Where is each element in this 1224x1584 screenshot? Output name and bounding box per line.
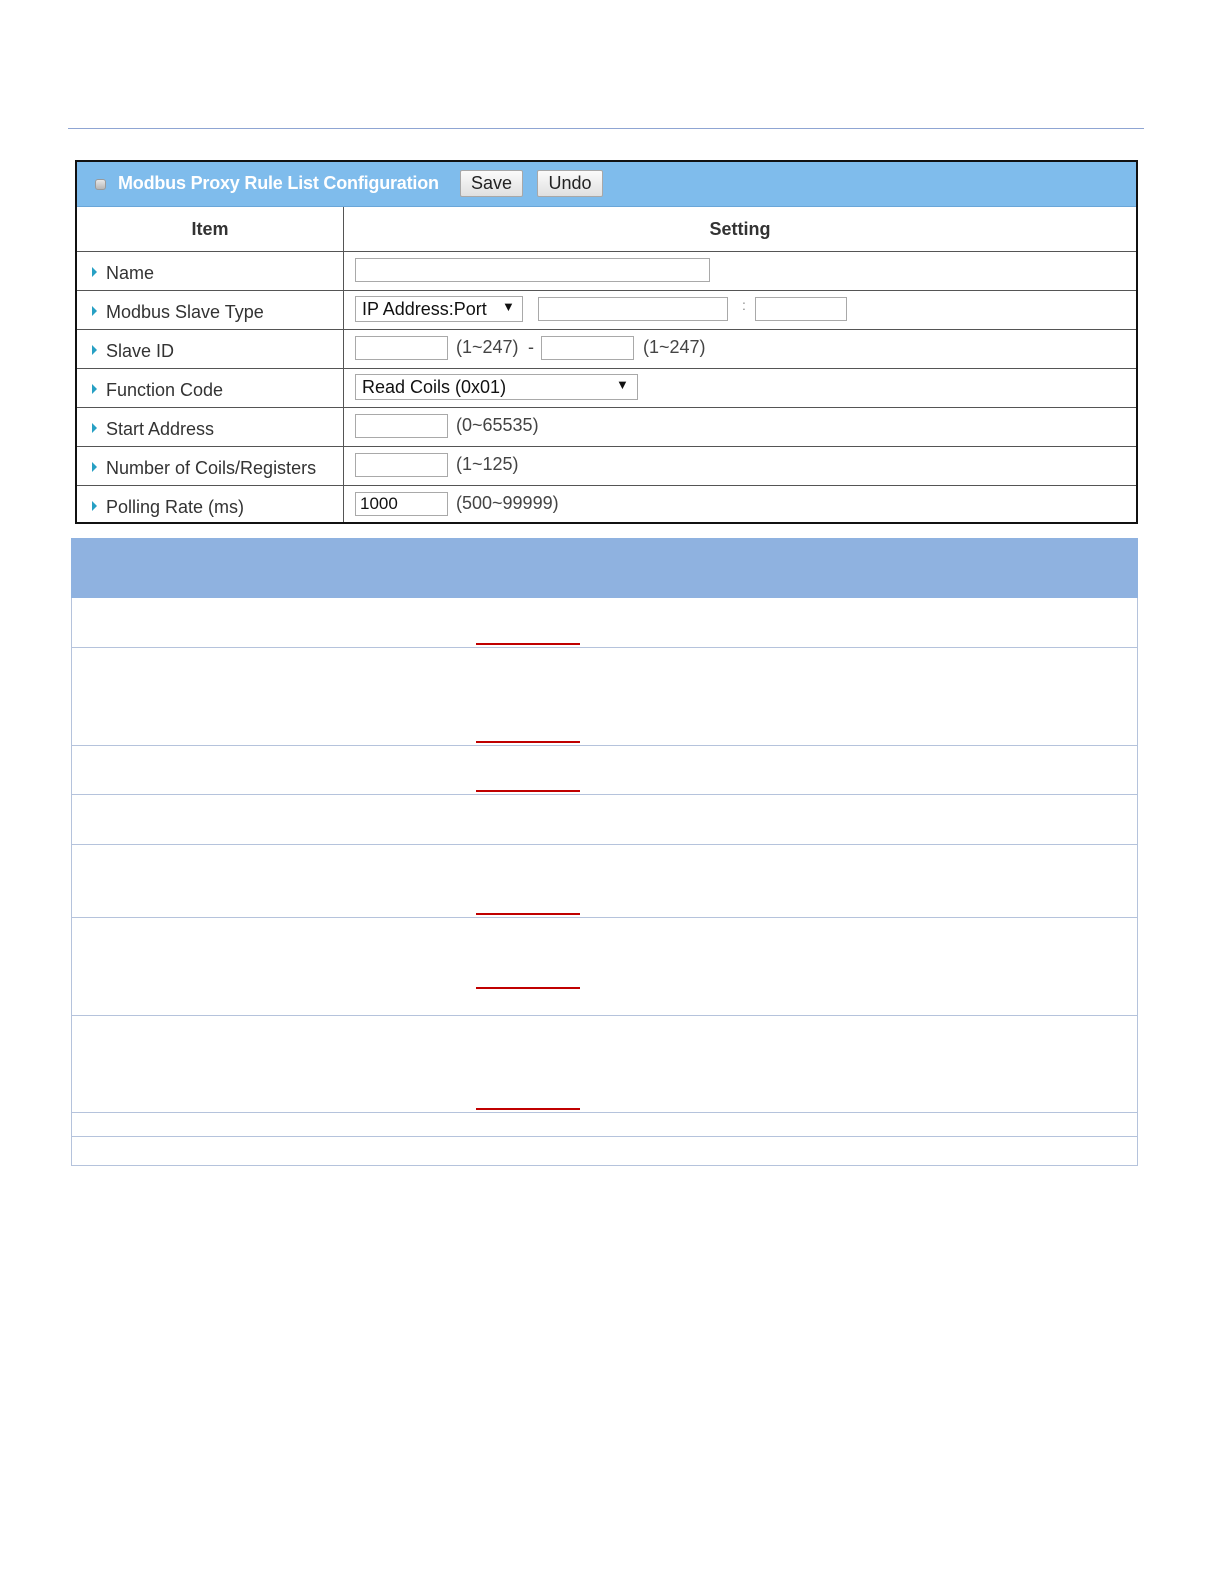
function-code-select[interactable] [355, 374, 638, 400]
row-function-code [77, 369, 1136, 408]
start-address-range: (0~65535) [456, 415, 539, 435]
triangle-right-icon [92, 267, 97, 277]
polling-rate-label: Polling Rate (ms) [106, 497, 245, 517]
description-table [71, 538, 1138, 1166]
triangle-right-icon [92, 384, 97, 394]
link-underline [476, 643, 580, 645]
save-button[interactable]: Save [460, 170, 523, 197]
triangle-right-icon [92, 306, 97, 316]
function-code-label: Function Code [106, 380, 224, 400]
slave-type-selected: IP Address:Port [362, 299, 487, 319]
table-row [72, 918, 1137, 1016]
slave-type-select[interactable] [355, 296, 523, 322]
row-start-address [77, 408, 1136, 447]
num-coils-input[interactable] [355, 453, 448, 477]
table-row [72, 1113, 1137, 1137]
row-slave-type [77, 291, 1136, 330]
caret-down-icon: ▼ [502, 299, 515, 314]
start-address-label: Start Address [106, 419, 215, 439]
triangle-right-icon [92, 462, 97, 472]
polling-rate-range: (500~99999) [456, 493, 559, 513]
polling-rate-input[interactable] [355, 492, 448, 516]
row-name [77, 252, 1136, 291]
slave-port-input[interactable] [755, 297, 847, 321]
name-input[interactable] [355, 258, 710, 282]
start-address-input[interactable] [355, 414, 448, 438]
link-underline [476, 1108, 580, 1110]
link-underline [476, 913, 580, 915]
link-underline [476, 741, 580, 743]
triangle-right-icon [92, 423, 97, 433]
link-underline [476, 987, 580, 989]
column-header-setting: Setting [344, 207, 1136, 252]
link-underline [476, 790, 580, 792]
description-table-header [71, 538, 1138, 598]
column-header-item: Item [77, 207, 343, 252]
ip-port-separator: : [742, 297, 746, 313]
panel-bullet-icon [95, 179, 106, 190]
table-row [72, 648, 1137, 746]
row-polling-rate [77, 486, 1136, 524]
slave-id-from-input[interactable] [355, 336, 448, 360]
name-label: Name [106, 263, 155, 283]
table-row [72, 746, 1137, 795]
table-row [72, 795, 1137, 845]
slave-id-dash: - [528, 337, 534, 357]
row-num-coils [77, 447, 1136, 486]
slave-id-label: Slave ID [106, 341, 175, 361]
top-rule [68, 128, 1144, 129]
num-coils-label: Number of Coils/Registers [106, 458, 317, 478]
table-row [72, 1016, 1137, 1113]
slave-id-from-range: (1~247) [456, 337, 519, 357]
triangle-right-icon [92, 501, 97, 511]
table-row [72, 598, 1137, 648]
slave-id-to-input[interactable] [541, 336, 634, 360]
slave-ip-input[interactable] [538, 297, 728, 321]
triangle-right-icon [92, 345, 97, 355]
row-slave-id [77, 330, 1136, 369]
function-code-selected: Read Coils (0x01) [362, 377, 507, 397]
panel-header [77, 162, 1136, 207]
table-row [72, 845, 1137, 918]
slave-type-label: Modbus Slave Type [106, 302, 264, 322]
panel-title: Modbus Proxy Rule List Configuration [118, 173, 439, 193]
caret-down-icon: ▼ [616, 377, 629, 392]
undo-button[interactable]: Undo [537, 170, 603, 197]
modbus-proxy-rule-panel [75, 160, 1138, 524]
slave-id-to-range: (1~247) [643, 337, 706, 357]
num-coils-range: (1~125) [456, 454, 519, 474]
table-row [72, 1137, 1137, 1165]
